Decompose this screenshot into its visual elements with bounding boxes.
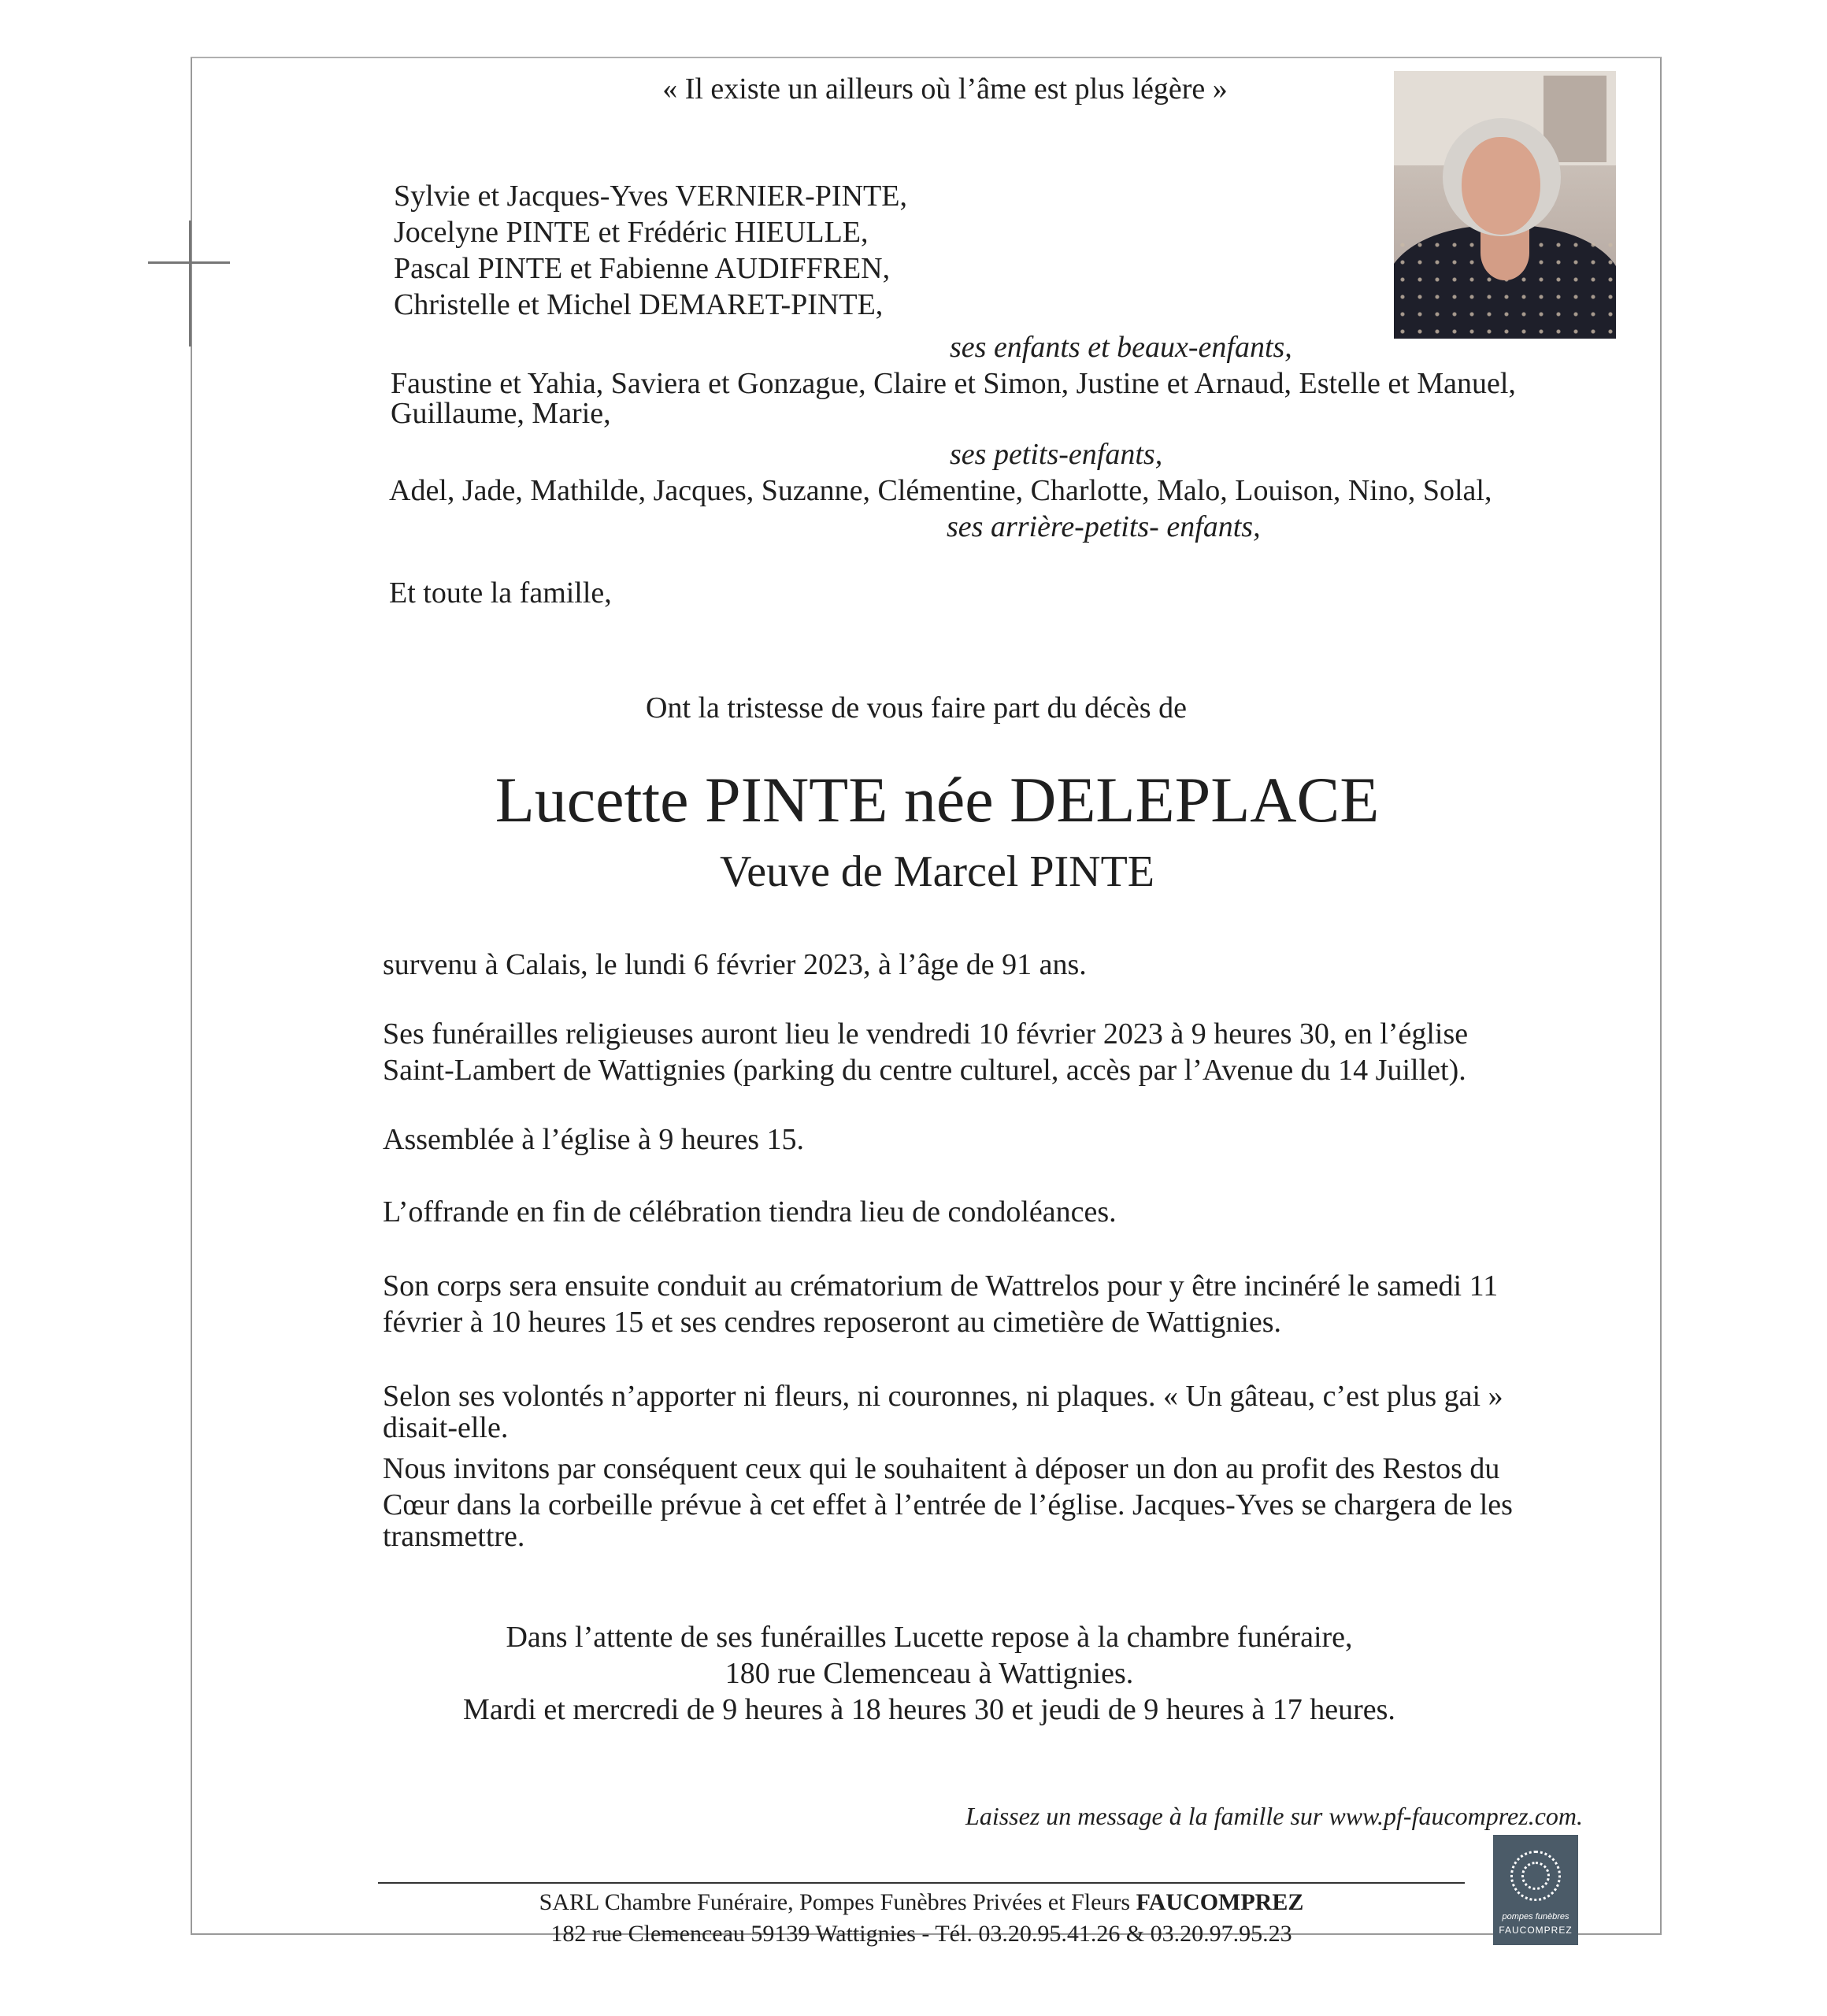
portrait-photo <box>1394 71 1616 339</box>
footer-company-prefix: SARL Chambre Funéraire, Pompes Funèbres Privées et Fleurs <box>539 1889 1136 1915</box>
great-grandchildren-role: ses arrière-petits- enfants, <box>947 510 1261 543</box>
footer-address: 182 rue Clemenceau 59139 Wattignies - Tél. 03.20.95.41.26 & 03.20.97.95.23 <box>550 1921 1292 1947</box>
wishes-line-2: disait-elle. <box>383 1411 509 1444</box>
footer-company-name: FAUCOMPREZ <box>1136 1889 1304 1915</box>
wishes-line-3: Nous invitons par conséquent ceux qui le souhaitent à déposer un don au profit des Restos du <box>383 1452 1500 1485</box>
footer-company <box>441 1888 1402 1917</box>
child-line-4: Christelle et Michel DEMARET-PINTE, <box>394 288 884 321</box>
offering-line: L’offrande en fin de célébration tiendra lieu de condoléances. <box>383 1195 1117 1228</box>
logo-text-2: FAUCOMPREZ <box>1499 1925 1573 1936</box>
wishes-line-1: Selon ses volontés n’apporter ni fleurs, ni couronnes, ni plaques. « Un gâteau, c’est plus gai » <box>383 1380 1503 1413</box>
cross-icon-bar <box>148 261 230 264</box>
great-grandchildren-line: Adel, Jade, Mathilde, Jacques, Suzanne, Clémentine, Charlotte, Malo, Louison, Nino, Solal, <box>389 474 1492 507</box>
grandchildren-line-2: Guillaume, Marie, <box>391 397 611 430</box>
footer-divider <box>378 1882 1465 1884</box>
cross-icon <box>189 220 191 346</box>
logo-text-1: pompes funèbres <box>1502 1912 1569 1922</box>
cremation-line-2: février à 10 heures 15 et ses cendres reposeront au cimetière de Wattignies. <box>383 1306 1282 1339</box>
children-role: ses enfants et beaux-enfants, <box>950 331 1292 364</box>
grandchildren-role: ses petits-enfants, <box>950 438 1163 471</box>
child-line-3: Pascal PINTE et Fabienne AUDIFFREN, <box>394 252 891 285</box>
faucomprez-logo <box>1493 1835 1578 1945</box>
wishes-line-4: Cœur dans la corbeille prévue à cet effet à l’entrée de l’église. Jacques-Yves se chargera de les <box>383 1488 1513 1521</box>
epigraph-quote: « Il existe un ailleurs où l’âme est plus légère » <box>662 72 1228 106</box>
funeral-line-1: Ses funérailles religieuses auront lieu le vendredi 10 février 2023 à 9 heures 30, en l’église <box>383 1017 1469 1051</box>
child-line-1: Sylvie et Jacques-Yves VERNIER-PINTE, <box>394 180 907 213</box>
death-info: survenu à Calais, le lundi 6 février 2023, à l’âge de 91 ans. <box>383 948 1087 981</box>
funeral-line-2: Saint-Lambert de Wattignies (parking du centre culturel, accès par l’Avenue du 14 Juillet). <box>383 1054 1466 1087</box>
rest-line-1: Dans l’attente de ses funérailles Lucette repose à la chambre funéraire, <box>506 1621 1353 1654</box>
child-line-2: Jocelyne PINTE et Frédéric HIEULLE, <box>394 216 869 249</box>
assembly-line: Assemblée à l’église à 9 heures 15. <box>383 1123 804 1156</box>
rest-line-2: 180 rue Clemenceau à Wattignies. <box>724 1657 1134 1690</box>
rest-line-3: Mardi et mercredi de 9 heures à 18 heures 30 et jeudi de 9 heures à 17 heures. <box>463 1693 1395 1726</box>
cremation-line-1: Son corps sera ensuite conduit au crématorium de Wattrelos pour y être incinéré le samedi 11 <box>383 1269 1499 1303</box>
website-message: Laissez un message à la famille sur www.pf-faucomprez.com. <box>965 1802 1583 1830</box>
announcement: Ont la tristesse de vous faire part du décès de <box>646 691 1187 724</box>
family-line: Et toute la famille, <box>389 576 612 610</box>
wishes-line-5: transmettre. <box>383 1520 525 1553</box>
deceased-name: Lucette PINTE née DELEPLACE <box>495 764 1380 836</box>
grandchildren-line-1: Faustine et Yahia, Saviera et Gonzague, Claire et Simon, Justine et Arnaud, Estelle et Manuel, <box>391 367 1516 400</box>
widow-of: Veuve de Marcel PINTE <box>719 847 1154 896</box>
